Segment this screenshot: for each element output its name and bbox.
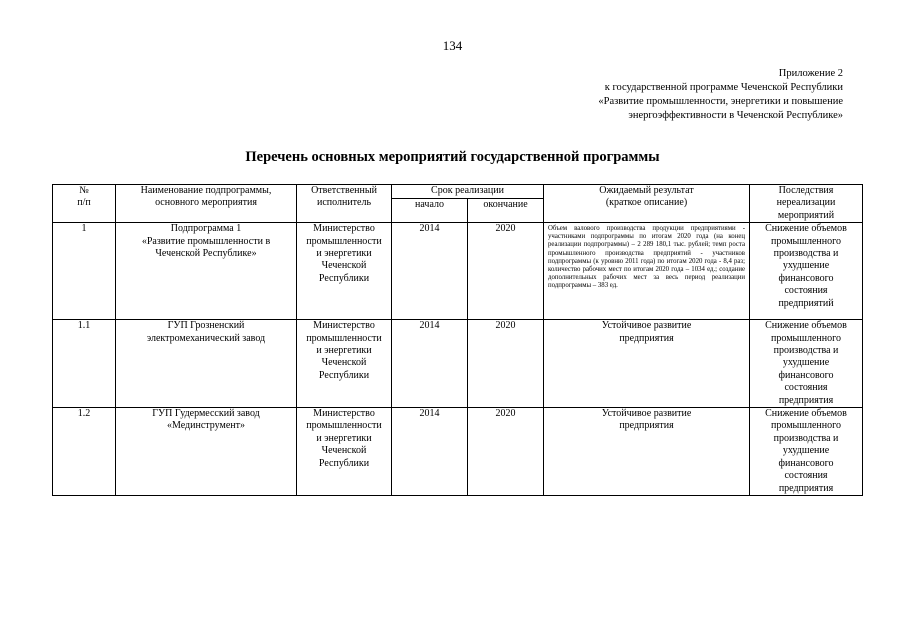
- cell-start: 2014: [392, 408, 468, 496]
- cell-line: Чеченской: [321, 357, 367, 369]
- cell-line: Республики: [318, 272, 370, 284]
- table-row: [53, 320, 863, 408]
- cell-end: 2020: [468, 223, 544, 320]
- table-row: [53, 223, 863, 320]
- header-row: [53, 185, 863, 199]
- cell-line: электромеханический завод: [146, 332, 266, 344]
- cell-line: Устойчивое развитие: [601, 320, 692, 332]
- cell-line: промышленности: [306, 235, 382, 247]
- cell-line: Министерство: [313, 223, 375, 235]
- cell-line: Снижение объемов: [765, 320, 847, 332]
- cell-line: предприятия: [619, 332, 674, 344]
- cell-line: финансового: [778, 369, 834, 381]
- header-text: №: [79, 185, 89, 196]
- cell-result: [544, 320, 750, 408]
- header-result: [544, 185, 750, 223]
- header-text: п/п: [77, 197, 91, 209]
- cell-responsible: [297, 320, 392, 408]
- header-name: [116, 185, 297, 223]
- cell-line: Снижение объемов: [765, 408, 847, 420]
- cell-line: Подпрограмма 1: [170, 223, 242, 235]
- header-consequences: [750, 185, 863, 223]
- header-period: Срок реализации: [392, 185, 544, 199]
- cell-name: [116, 223, 297, 320]
- appendix-line: к государственной программе Чеченской Республики: [604, 82, 843, 93]
- cell-line: ГУП Грозненский: [167, 320, 245, 332]
- cell-end: 2020: [468, 320, 544, 408]
- document-title: Перечень основных мероприятий государственной программы: [245, 149, 660, 165]
- table-row: [53, 408, 863, 496]
- cell-line: предприятия: [778, 482, 834, 494]
- cell-num: 1.1: [53, 320, 116, 408]
- header-end: окончание: [468, 198, 544, 223]
- appendix-line: энергоэффективности в Чеченской Республике»: [628, 110, 843, 121]
- cell-result: Объем валового производства продукции предприятиями - участниками подпрограммы по итогам 2020 года (на конец реализации подпрограммы) – 2 289 180,1 тыс. рублей; темп роста промышленного производства предприятий - участников подпрограммы (к уровню 2011 года) по итогам 2020 года - 8,4 раз; количество рабочих мест по итогам 2020 года – 1034 ед.; создание дополнительных рабочих мест за весь период реализации подпрограммы – 383 ед.: [544, 223, 750, 320]
- header-responsible: [297, 185, 392, 223]
- cell-line: Снижение объемов: [765, 223, 847, 235]
- cell-line: промышленного: [771, 420, 841, 432]
- header-text: Ответственный: [311, 185, 377, 196]
- header-text: исполнитель: [316, 197, 372, 209]
- cell-line: промышленного: [771, 235, 841, 247]
- header-num: [53, 185, 116, 223]
- header-start: начало: [392, 198, 468, 223]
- cell-line: ухудшение: [782, 445, 830, 457]
- cell-line: Чеченской Республике»: [155, 248, 257, 260]
- cell-line: Устойчивое развитие: [601, 408, 692, 420]
- cell-line: «Мединструмент»: [166, 420, 245, 432]
- cell-line: состояния: [784, 470, 828, 482]
- cell-line: финансового: [778, 272, 834, 284]
- cell-start: 2014: [392, 223, 468, 320]
- cell-line: предприятия: [778, 394, 834, 406]
- cell-line: производства и: [773, 432, 839, 444]
- cell-line: ухудшение: [782, 357, 830, 369]
- cell-line: производства и: [773, 248, 839, 260]
- cell-start: 2014: [392, 320, 468, 408]
- header-text: мероприятий: [777, 209, 835, 221]
- measures-table: [52, 184, 863, 496]
- header-text: Наименование подпрограммы,: [140, 185, 272, 196]
- cell-line: состояния: [784, 382, 828, 394]
- cell-line: «Развитие промышленности в: [141, 235, 271, 247]
- cell-line: Министерство: [313, 320, 375, 332]
- cell-line: финансового: [778, 457, 834, 469]
- cell-line: Министерство: [313, 408, 375, 420]
- cell-line: производства и: [773, 345, 839, 357]
- cell-line: Чеченской: [321, 445, 367, 457]
- cell-line: Республики: [318, 457, 370, 469]
- cell-line: промышленного: [771, 332, 841, 344]
- appendix-note: [598, 67, 843, 123]
- cell-result: [544, 408, 750, 496]
- header-text: (краткое описание): [605, 197, 688, 209]
- cell-consequences: [750, 223, 863, 320]
- cell-responsible: [297, 408, 392, 496]
- header-text: Последствия: [778, 185, 834, 196]
- cell-line: и энергетики: [316, 432, 372, 444]
- cell-line: и энергетики: [316, 345, 372, 357]
- cell-name: [116, 320, 297, 408]
- cell-line: ГУП Гудермесский завод: [152, 408, 260, 420]
- cell-consequences: [750, 320, 863, 408]
- cell-num: 1.2: [53, 408, 116, 496]
- cell-line: предприятий: [778, 297, 834, 309]
- cell-num: 1: [53, 223, 116, 320]
- header-text: Ожидаемый результат: [599, 185, 694, 196]
- header-text: основного мероприятия: [155, 197, 257, 209]
- page-number: 134: [442, 38, 463, 53]
- cell-responsible: [297, 223, 392, 320]
- appendix-line: «Развитие промышленности, энергетики и повышение: [598, 96, 843, 107]
- cell-line: Чеченской: [321, 260, 367, 272]
- cell-line: промышленности: [306, 332, 382, 344]
- appendix-line: Приложение 2: [778, 68, 843, 79]
- cell-line: предприятия: [619, 420, 674, 432]
- cell-line: ухудшение: [782, 260, 830, 272]
- cell-line: и энергетики: [316, 248, 372, 260]
- cell-consequences: [750, 408, 863, 496]
- cell-name: [116, 408, 297, 496]
- cell-line: состояния: [784, 285, 828, 297]
- header-text: нереализации: [776, 197, 836, 209]
- cell-line: промышленности: [306, 420, 382, 432]
- cell-line: Республики: [318, 369, 370, 381]
- cell-end: 2020: [468, 408, 544, 496]
